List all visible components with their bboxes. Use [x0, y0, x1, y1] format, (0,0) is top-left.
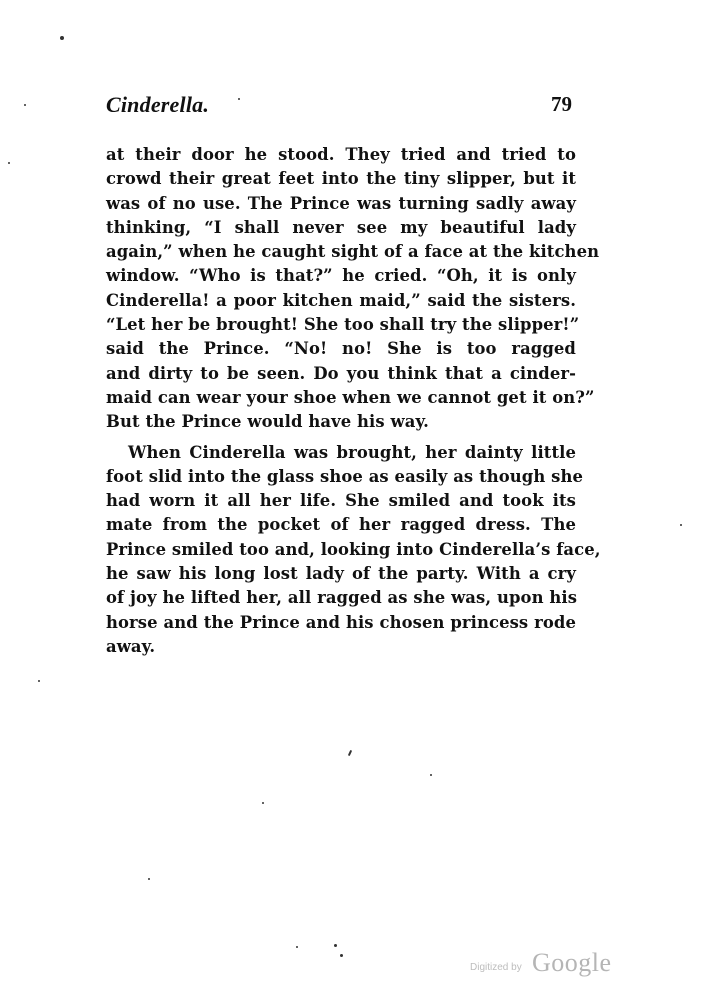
text-line: of joy he lifted her, all ragged as she was, upon his — [106, 588, 578, 608]
scan-speck — [340, 954, 343, 957]
scan-speck — [262, 802, 264, 804]
text-line: Cinderella! a poor kitchen maid,” said the sisters. — [106, 290, 576, 310]
google-logo: Google — [532, 948, 612, 977]
text-line: foot slid into the glass shoe as easily as though she — [106, 466, 584, 486]
running-head: Cinderella. — [106, 92, 210, 117]
text-line: at their door he stood. They tried and tried to — [106, 145, 576, 164]
text-line: he saw his long lost lady of the party. With a cry — [106, 564, 576, 584]
text-line: was of no use. The Prince was turning sadly away — [106, 193, 576, 213]
scan-speck — [238, 98, 240, 100]
digitized-by-google-watermark — [470, 948, 630, 982]
page-number: 79 — [551, 92, 572, 116]
text-line: and dirty to be seen. Do you think that a cinder- — [106, 363, 576, 383]
paragraph-1 — [106, 143, 600, 435]
scan-speck — [38, 680, 40, 682]
text-line: horse and the Prince and his chosen princess rode — [106, 612, 576, 632]
body-text — [106, 143, 601, 659]
text-line: window. “Who is that?” he cried. “Oh, it is only — [106, 266, 576, 286]
scan-speck — [60, 36, 64, 40]
text-line: When Cinderella was brought, her dainty little — [128, 442, 576, 462]
text-line: “Let her be brought! She too shall try the slipper!” — [106, 315, 580, 335]
page-header — [106, 92, 576, 122]
text-line: maid can wear your shoe when we cannot get it on?” — [106, 387, 595, 407]
scan-speck — [430, 774, 432, 776]
digitized-by-label: Digitized by — [470, 962, 522, 973]
text-line: thinking, “I shall never see my beautiful lady — [106, 217, 576, 237]
scan-speck — [8, 162, 10, 164]
text-line: again,” when he caught sight of a face at the kitchen — [106, 242, 600, 262]
paragraph-2 — [106, 441, 601, 660]
scan-speck — [334, 944, 337, 947]
text-line: But the Prince would have his way. — [106, 412, 429, 432]
text-line: said the Prince. “No! no! She is too ragged — [106, 339, 576, 359]
text-line: Prince smiled too and, looking into Cinderella’s face, — [106, 539, 601, 559]
text-line: mate from the pocket of her ragged dress. The — [106, 515, 576, 535]
text-line: had worn it all her life. She smiled and took its — [106, 491, 576, 511]
text-line: crowd their great feet into the tiny slipper, but it — [106, 169, 576, 189]
scan-speck — [680, 524, 682, 526]
text-line: away. — [106, 636, 156, 656]
scan-speck — [296, 946, 298, 948]
scan-speck — [148, 878, 150, 880]
scan-speck — [348, 750, 352, 756]
scan-speck — [24, 104, 26, 106]
